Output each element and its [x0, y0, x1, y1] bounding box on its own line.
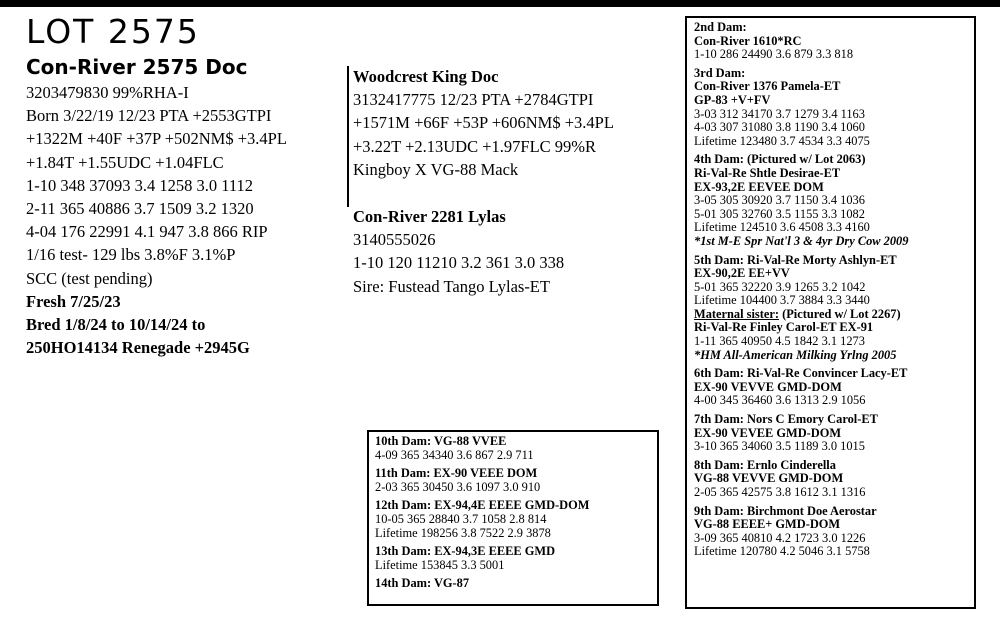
dam12-lifetime: Lifetime 198256 3.8 7522 2.9 3878 [375, 525, 551, 540]
dam4-class: EX-93,2E EEVEE DOM [694, 179, 824, 194]
maternal-sister-label: Maternal sister: [694, 306, 779, 321]
maternal-sister-name: Ri-Val-Re Finley Carol-ET EX-91 [694, 320, 874, 335]
dam12-record: 10-05 365 28840 3.7 1058 2.8 814 [375, 511, 547, 526]
dam12-title: 12th Dam: EX-94,4E EEEE GMD-DOM [375, 498, 590, 513]
dam5-lifetime: Lifetime 104400 3.7 3884 3.3 3440 [694, 293, 870, 308]
sire-name: Woodcrest King Doc [353, 67, 499, 86]
dam6-title: 6th Dam: Ri-Val-Re Convincer Lacy-ET [694, 366, 908, 381]
dam9-lifetime: Lifetime 120780 4.2 5046 3.1 5758 [694, 544, 870, 559]
animal-name: Con-River 2575 Doc [26, 55, 248, 79]
dam11-title: 11th Dam: EX-90 VEEE DOM [375, 466, 538, 481]
dam-name: Con-River 2281 Lylas [353, 207, 506, 226]
dam6-record: 4-00 345 36460 3.6 1313 2.9 1056 [694, 393, 866, 408]
dam13-title: 13th Dam: EX-94,3E EEEE GMD [375, 544, 556, 559]
sire-line: +1571M +66F +53P +606NM$ +3.4PL [353, 113, 614, 133]
dam5-title: 5th Dam: Ri-Val-Re Morty Ashlyn-ET [694, 252, 897, 267]
maternal-sister-heading [694, 308, 974, 322]
dam9-title: 9th Dam: Birchmont Doe Aerostar [694, 503, 877, 518]
sire-block [353, 65, 614, 181]
dam-line: 1-10 120 11210 3.2 361 3.0 338 [353, 253, 565, 273]
dam2-name: Con-River 1610*RC [694, 33, 802, 48]
genomic-line-2: +1.84T +1.55UDC +1.04FLC [26, 152, 224, 172]
dam7-title: 7th Dam: Nors C Emory Carol-ET [694, 412, 878, 427]
dam14-title: 14th Dam: VG-87 [375, 576, 470, 591]
dam3-record: 4-03 307 31080 3.8 1190 3.4 1060 [694, 120, 865, 135]
dam7-record: 3-10 365 34060 3.5 1189 3.0 1015 [694, 439, 865, 454]
scc-line: SCC (test pending) [26, 268, 153, 288]
dam9-class: VG-88 EEEE+ GMD-DOM [694, 517, 841, 532]
dam3-title: 3rd Dam: [694, 65, 746, 80]
record-line-3: 4-04 176 22991 4.1 947 3.8 866 RIP [26, 222, 268, 242]
main-info-block [26, 81, 287, 359]
maternal-sister-record: 1-11 365 40950 4.5 1842 3.1 1273 [694, 334, 865, 349]
dam2-title: 2nd Dam: [694, 20, 747, 34]
maternal-sister-pictured: (Pictured w/ Lot 2267) [778, 306, 901, 321]
top-border-bar [0, 0, 1000, 7]
bred-dates: Bred 1/8/24 to 10/14/24 to [26, 315, 206, 335]
registration-line: 3203479830 99%RHA-I [26, 83, 189, 102]
sire-line: Kingboy X VG-88 Mack [353, 159, 519, 179]
born-pta-line: Born 3/22/19 12/23 PTA +2553GTPI [26, 106, 272, 126]
extended-pedigree-box [367, 430, 659, 606]
dam-line: Sire: Fustead Tango Lylas-ET [353, 276, 550, 296]
pedigree-bracket [347, 66, 349, 207]
dam3-name: Con-River 1376 Pamela-ET [694, 79, 841, 94]
dam3-record: 3-03 312 34170 3.7 1279 3.4 1163 [694, 106, 865, 121]
dam11-record: 2-03 365 30450 3.6 1097 3.0 910 [375, 479, 541, 494]
dam10-record: 4-09 365 34340 3.6 867 2.9 711 [375, 447, 534, 462]
fresh-date: Fresh 7/25/23 [26, 291, 121, 311]
maternal-pedigree-box [685, 16, 976, 609]
sire-line: +3.22T +2.13UDC +1.97FLC 99%R [353, 136, 597, 156]
dam10-title: 10th Dam: VG-88 VVEE [375, 434, 507, 448]
dam3-lifetime: Lifetime 123480 3.7 4534 3.3 4075 [694, 133, 870, 148]
dam13-lifetime: Lifetime 153845 3.3 5001 [375, 557, 505, 572]
dam4-name: Ri-Val-Re Shtle Desirae-ET [694, 165, 841, 180]
dam9-record: 3-09 365 40810 4.2 1723 3.0 1226 [694, 530, 866, 545]
dam7-class: EX-90 VEVEE GMD-DOM [694, 425, 842, 440]
sire-line: 3132417775 12/23 PTA +2784GTPI [353, 90, 594, 110]
dam8-record: 2-05 365 42575 3.8 1612 3.1 1316 [694, 485, 866, 499]
genomic-line-1: +1322M +40F +37P +502NM$ +3.4PL [26, 129, 287, 149]
dam2-record: 1-10 286 24490 3.6 879 3.3 818 [694, 47, 854, 62]
maternal-sister-award: *HM All-American Milking Yrlng 2005 [694, 347, 897, 362]
record-line-1: 1-10 348 37093 3.4 1258 3.0 1112 [26, 175, 254, 195]
dam6-class: EX-90 VEVVE GMD-DOM [694, 379, 842, 394]
dam4-title: 4th Dam: (Pictured w/ Lot 2063) [694, 152, 866, 167]
dam4-record: 3-05 305 30920 3.7 1150 3.4 1036 [694, 193, 865, 208]
test-line: 1/16 test- 129 lbs 3.8%F 3.1%P [26, 245, 236, 265]
dam4-lifetime: Lifetime 124510 3.6 4508 3.3 4160 [694, 220, 870, 235]
dam5-record: 5-01 365 32220 3.9 1265 3.2 1042 [694, 279, 866, 294]
dam4-award: *1st M-E Spr Nat'l 3 & 4yr Dry Cow 2009 [694, 233, 909, 248]
dam8-class: VG-88 VEVVE GMD-DOM [694, 471, 844, 486]
dam-block [353, 205, 564, 298]
record-line-2: 2-11 365 40886 3.7 1509 3.2 1320 [26, 199, 254, 219]
dam-line: 3140555026 [353, 230, 436, 250]
dam5-class: EX-90,2E EE+VV [694, 266, 790, 281]
lot-number-title: LOT 2575 [26, 12, 200, 51]
dam8-title: 8th Dam: Ernlo Cinderella [694, 457, 836, 472]
dam4-record: 5-01 305 32760 3.5 1155 3.3 1082 [694, 206, 865, 221]
dam3-class: GP-83 +V+FV [694, 92, 771, 107]
bred-sire: 250HO14134 Renegade +2945G [26, 338, 250, 358]
